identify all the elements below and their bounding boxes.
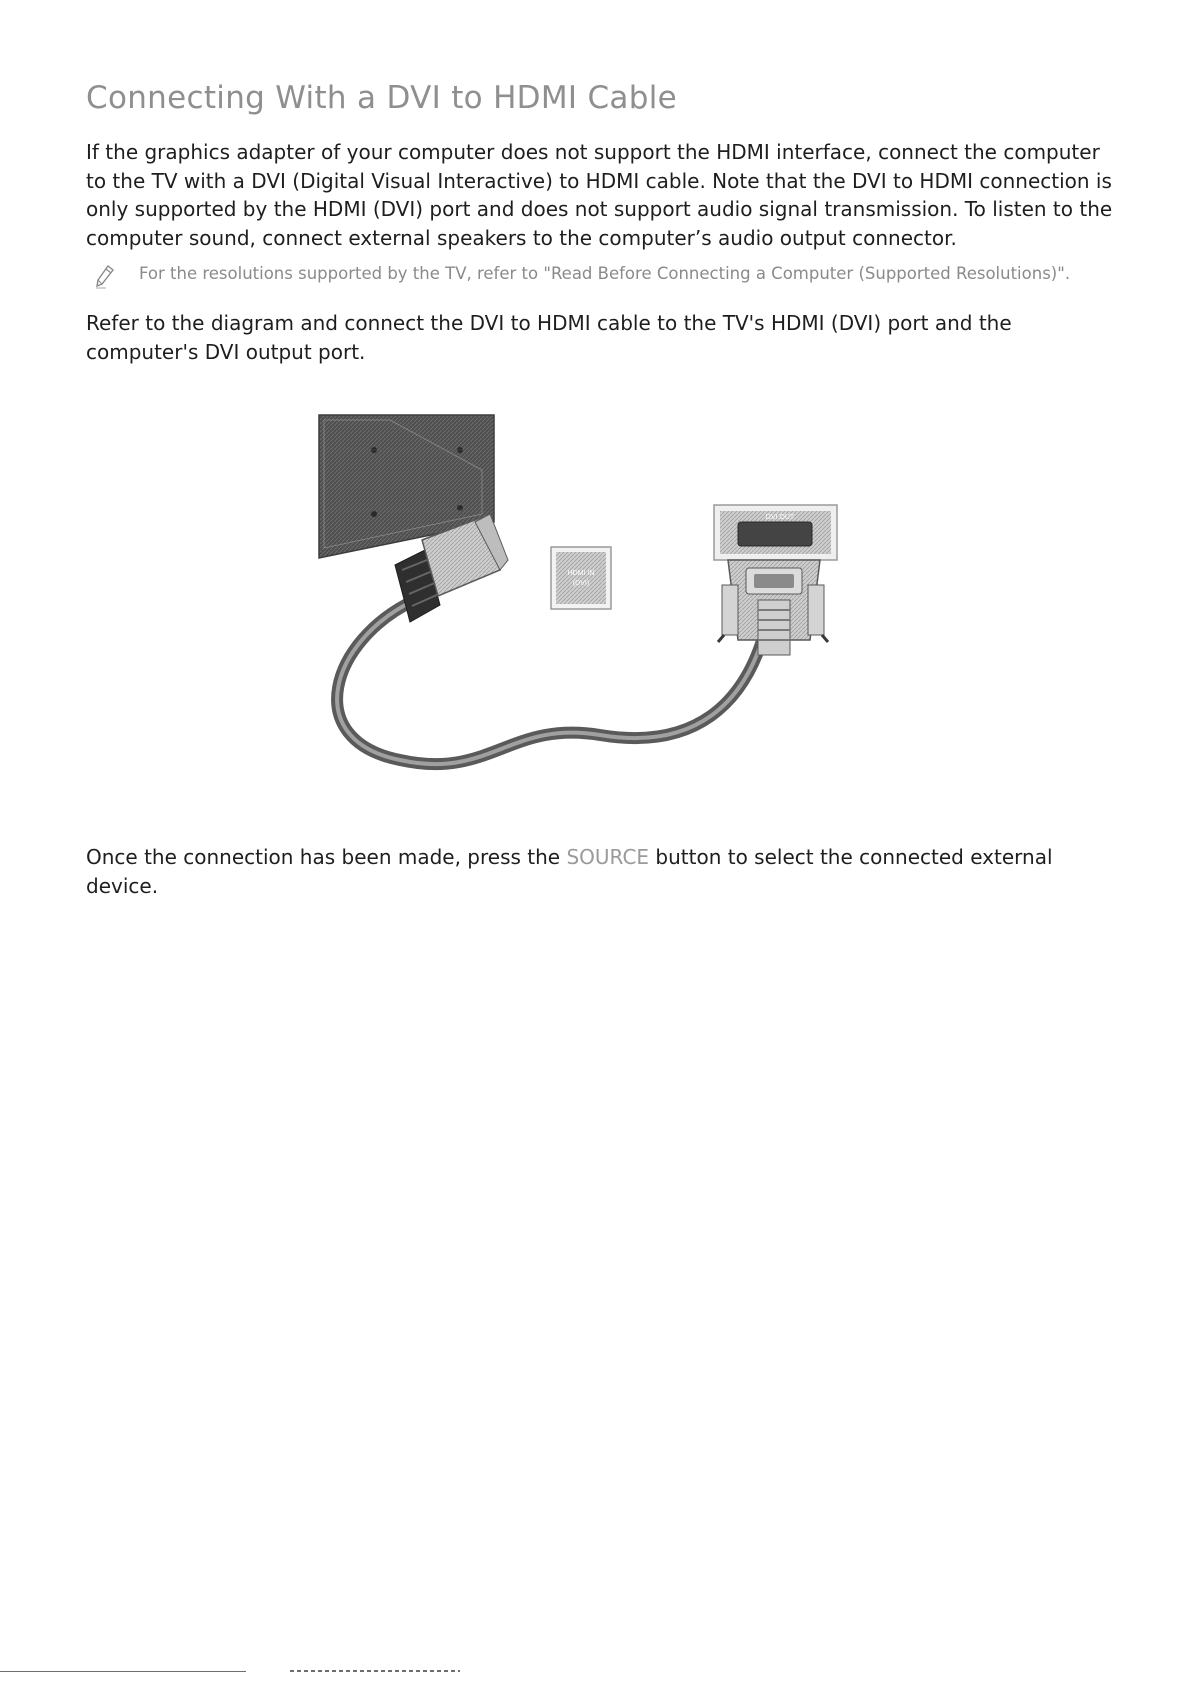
dvi-port-callout bbox=[714, 505, 837, 560]
document-page bbox=[86, 80, 1116, 366]
cable bbox=[337, 600, 770, 764]
hdmi-port-sublabel: (DVI) bbox=[572, 580, 590, 587]
source-button-label: SOURCE bbox=[566, 845, 650, 869]
dvi-port-label: DVI OUT bbox=[765, 514, 795, 521]
footer-rule bbox=[0, 1671, 246, 1672]
final-paragraph: Once the connection has been made, press the SOURCE button to select the connected external device. bbox=[86, 845, 1053, 898]
note-text: For the resolutions supported by the TV, refer to "Read Before Connecting a Computer (Supported Resolutions)". bbox=[139, 264, 1071, 283]
instruction-paragraph: Refer to the diagram and connect the DVI to HDMI cable to the TV's HDMI (DVI) port and the computer's DVI output port. bbox=[86, 311, 1012, 364]
dvi-plug bbox=[718, 560, 828, 655]
pencil-icon bbox=[86, 262, 139, 296]
connection-diagram bbox=[310, 410, 910, 810]
page-title: Connecting With a DVI to HDMI Cable bbox=[86, 80, 677, 116]
note bbox=[86, 262, 1116, 296]
hdmi-port-callout bbox=[551, 547, 611, 609]
hdmi-port-label: HDMI IN bbox=[567, 570, 595, 577]
footer-marks bbox=[290, 1670, 460, 1672]
intro-paragraph: If the graphics adapter of your computer does not support the HDMI interface, connect the computer to the TV with a DVI (Digital Visual Interactive) to HDMI cable. Note that the DVI to HDMI connection is only supported by the HDMI (DVI) port and does not support audio signal transmission. To listen to the computer sound, connect external speakers to the computer’s audio output connector. bbox=[86, 140, 1113, 250]
